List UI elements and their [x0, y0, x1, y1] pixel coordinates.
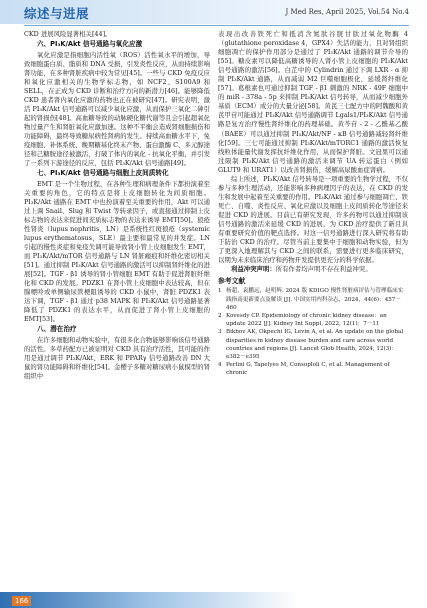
section-heading-7: 七、PI₃K/Akt 信号通路与细胞上皮间质转化 — [37, 169, 169, 178]
reference-text: Kovesdy CP. Epidemiology of chronic kidney disease：an update 2022 [J]. Kidney Int Suppl, 2022, 12(1)：7－11 — [226, 312, 387, 328]
conflict-text: 所有作者均声明不存在利益冲突。 — [275, 265, 372, 274]
paragraph: CKD 进展风险显著相关[44]。 — [24, 30, 112, 38]
reference-text: Perlini G, Tapelyes M, Consoploli C, et al. Management of chronic — [226, 362, 390, 377]
reference-item — [218, 287, 408, 312]
conflict-label: 利益冲突声明： — [231, 265, 276, 274]
page-number: 166 — [12, 596, 31, 606]
reference-number: 4 — [218, 362, 222, 369]
references-heading: 参考文献 — [218, 277, 246, 286]
paragraph: 综上所述，PI₃K/Akt 信号转导是一项重要的生物学过程，不仅参与多种生理活动，还能影响多种病理因子的表达，在 CKD 的发生和发展中起着至关重要的作用。PI₃K/Akt 通过参与细胞凋亡、铁死亡、自噬、炎性反应、氧化应激以及细胞上皮间质转化等途径来促进 CKD 的进展。目前已有研究发现，许多药物可以通过抑制该信号通路的激活来延缓 CKD 的进展，为 CKD 治疗提供了新且具有重要研究价值的靶点选择。对这一信号通路进行深入研究将有助于防治 CKD 的治疗。尽管当前主要集中于细胞和动物实验，但为了更深入地理解其与 CKD 之间的联系，需要进行更多临床研究，以期为未来临床治疗和药物开发提供更充分的科学依据。 — [218, 174, 408, 265]
section-heading-8: 八、潜在治疗 — [37, 325, 77, 334]
paragraph: 在许多细胞和动物实验中，有很多化合物能够影响该信号通路的活性。多草药配方已被证明对 CKD 具有治疗活性，其可能的作用是通过调节 PI₃K/Akt、ERK 和 PPARγ 信号通路改善 DN 大鼠的肾功能障碍和纤维化[54]。金樱子多糖对糖尿病小鼠模型的肾组织中 — [24, 335, 210, 381]
reference-item — [218, 312, 408, 328]
left-column — [24, 30, 210, 381]
paragraph: 氧化应激是指细胞内活性氧（ROS）活性氧水平的增加，导致细胞蛋白质、脂质和 DNA 受损，引发炎性反应，从而持续影响肾功能，在多种肾脏疾病中较为常见[45]。一些与 CKD 免疫反应和氧化应激相关的生物学标志物，如 NCF2、S100A9 和 SELL，在正成为 CKD 诊断和治疗方向的新潜力[46]。能够降低 CKD 患者肾内氧化应激的药物也正在被研究[47]。研究表明，激活 PI₃K/Akt 信号通路可以减少氧化应激，从而保护三氧化二砷引起的肾损伤[48]。高血糖导致的动脉硬化糖代谢等且会引起超氧化物过量产生和肾脏氧化应激加速。这种不平衡会造成肾细胞损伤和功能障碍，最终导致糖尿病性肾病的发生。持续高血糖水平下，免疫细胞、补体系统、晚期糖基化终末产物、蛋白激酶 C、多元醇途径和己糖胺途径被激活，打破了体内的氧化 - 抗氧化平衡，并引发了一系列下游途径的反应，包括 PI₃K/Akt 信号通路[49]。 — [24, 50, 210, 168]
header-divider — [24, 25, 409, 26]
reference-text: 杨超，袁鹏远，赵明辉. 2024 版 KDIGO 慢性肾脏病评估与管理临床实践指南更新要点及解读 [J]. 中国实用内科杂志，2024，44(6)：457－460 — [226, 288, 404, 311]
right-column — [218, 30, 408, 378]
section-heading-6: 六、PI₃K/Akt 信号通路与氧化应激 — [37, 40, 143, 49]
section-title: 综述与进展 — [24, 6, 90, 21]
footer-band — [0, 592, 427, 608]
reference-text: Bikbov AK, Okpechi IG, Levin A, et al. An update on the global disparities in kidney disease burden and care across world countries and regions [J]. Lancet Glob Health, 2024, 12(3)：e382－e395 — [226, 329, 404, 360]
reference-number: 2 — [218, 312, 222, 319]
conflict-statement — [218, 265, 408, 274]
reference-item — [218, 328, 408, 361]
paragraph: 表现出改善铁死亡和抵消含氮肽谷胱甘肽过氧化物酶 4（glutathione peroxidase 4，GPX4）失活的能力，且对肾组织细胞凋亡的保护作用部分是通过了 PI₃K/Akt 通路的调节介导的[55]。糖皮素可以降低高糖诱导的人肾小管上皮细胞的 PI₃K/Akt 信号通路的激活[56]。白芷中的 Cylindrin 通过下调 LXR - α 抑制 PI₃K/Akt 通路，从而减弱 M2 巨噬细胞极化，延缓肾纤维化[57]。葛根素也可通过抑制 TGF - β1 刺激的 NRK - 49F 细胞中的 miR - 378a - 5p 来抑制 PI₃K/Akt 信号转导，从而减少细胞外基质（ECM）成分的大量分泌[58]。黄芪三七配方中的阿魏酸和黄芪甲苷可能通过 PI₃K/Akt 信号通路调节 Lgals1/PI₃K/Akt 信号通路是复方治疗慢性肾纤维化的药理基础。黄芩苷 - 2 - 乙酰基乙酸（BAEE）可以通过抑制 PI₃K/Akt/NF - κB 信号通路减轻肾纤维化[59]。三七可能通过抑制 PI₃K/Akt/mTORC1 通路的激活恢复线粒体能量代谢发挥抗纤维化作用，从而保护肾脏。文冠果可以通过限制 PI₃K/Akt 信号通路的激活来调节 UA 转运蛋白（例如 GLUT9 和 URAT1）以改善肾损伤，缓解高尿酸血症肾病。 — [218, 30, 408, 174]
reference-item — [218, 361, 408, 377]
journal-citation: J Med Res, April 2025, Vol.54 No.4 — [285, 8, 409, 16]
reference-number: 3 — [218, 329, 222, 336]
reference-number: 1 — [218, 288, 222, 295]
paragraph: EMT 是一个生物过程，在各种生理和病理条件下都扮演着至关重要的角色，它的特点是将上皮细胞转化为间质细胞。PI₃K/Akt 通路在 EMT 中也扮演着至关重要的作用，Akt 可以通过上调 Snail、Slug 和 Twist 等转录因子，或直接通过抑制上皮标志物的表达来促进间充质标志物的表达来诱导 EMT[50]。狼疮性肾炎（lupus nephritis，LN）是系统性红斑狼疮（systemic lupus erythematosus，SLE）最主要和最常见的并发症。LN 引起的慢性炎症和免疫失调可能导致肾小管上皮细胞发生 EMT，而 PI₃K/Akt/mTOR 信号通路与 LN 肾脏瘢痕和纤维化密切相关[51]。通过抑制 PI₃K/Akt 信号通路的激活可以抑制肾纤维化的进展[52]。TGF - β1 诱导的肾小管细胞 EMT 有助于促进肾脏纤维化和 CKD 的发展。PDZK1 在肾小管上皮细胞中表达较高，但在腺嘌呤或单侧输尿管梗阻诱导的 CKD 小鼠中，肾脏 PDZK1 表达下调，TGF - β1 通过 p38 MAPK 和 PI₃K/Akt 信号通路显著降低了 PDZK1 的表达水平，从而促进了肾小管上皮细胞的 EMT[53]。 — [24, 179, 210, 324]
